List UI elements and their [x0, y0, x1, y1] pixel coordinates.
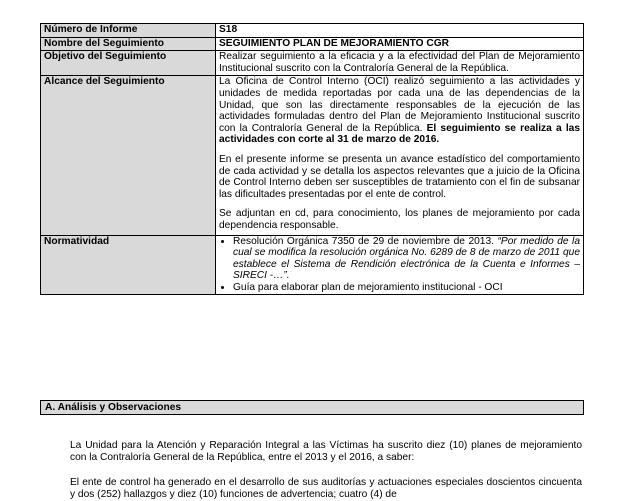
scope-label: Alcance del Seguimiento [41, 76, 216, 235]
objective-value: Realizar seguimiento a la eficacia y a la efectividad del Plan de Mejoramiento Institucional suscrito con la Contraloría General de la República. [216, 51, 584, 76]
scope-paragraph: Se adjuntan en cd, para conocimiento, los planes de mejoramiento por cada dependencia responsable. [219, 208, 580, 231]
regulation-italic-text: “Por medido de la cual se modifica la resolución orgánica No. 6289 de 8 de marzo de 2011 que establece el Sistema de Rendición electrónica de la Cuenta e Informes – SIRECI -…”. [233, 235, 580, 282]
table-row [41, 51, 584, 76]
table-row [41, 235, 584, 295]
objective-label: Objetivo del Seguimiento [41, 51, 216, 76]
section-heading: A. Análisis y Observaciones [40, 400, 584, 415]
table-row [41, 76, 584, 235]
table-row [41, 24, 584, 38]
regulations-label: Normatividad [41, 235, 216, 295]
regulations-list [219, 236, 580, 294]
regulation-text: Resolución Orgánica 7350 de 29 de noviembre de 2013. [233, 235, 494, 247]
scope-paragraph: En el presente informe se presenta un avance estadístico del comportamiento de cada actividad y se detalla los aspectos relevantes que a juicio de la Oficina de Control Interno deben ser susceptibles de tratamiento con el fin de subsanar las dificultades presentadas por el ente de control. [219, 153, 580, 200]
scope-bold-text: El seguimiento se realiza a las actividades con corte al 31 de marzo de 2016. [219, 122, 580, 146]
regulations-value [216, 235, 584, 295]
scope-paragraph [219, 76, 580, 146]
report-number-label: Número de Informe [41, 24, 216, 38]
followup-name-value: SEGUIMIENTO PLAN DE MEJORAMIENTO CGR [216, 37, 584, 51]
list-item [233, 236, 580, 282]
report-number-value: S18 [216, 24, 584, 38]
body-paragraph: La Unidad para la Atención y Reparación Integral a las Víctimas ha suscrito diez (10) planes de mejoramiento con la Contraloría General de la República, entre el 2013 y el 2016, a saber: [70, 440, 582, 463]
scope-text: La Oficina de Control Interno (OCI) realizó seguimiento a las actividades y unidades de medida reportadas por cada una de las dependencias de la Unidad, que son las directamente responsables de la ejecución de las actividades formuladas dentro del Plan de Mejoramiento Institucional suscrito con la Contraloría General de la República. [219, 76, 580, 134]
table-row [41, 37, 584, 51]
report-info-table [40, 23, 584, 295]
body-paragraph: El ente de control ha generado en el desarrollo de sus auditorías y actuaciones especiales doscientos cincuenta y dos (252) hallazgos y diez (10) funciones de advertencia; cuatro (4) de [70, 477, 582, 500]
followup-name-label: Nombre del Seguimiento [41, 37, 216, 51]
list-item: • Guía para elaborar plan de mejoramiento institucional - OCI [233, 282, 580, 294]
scope-value [216, 76, 584, 235]
